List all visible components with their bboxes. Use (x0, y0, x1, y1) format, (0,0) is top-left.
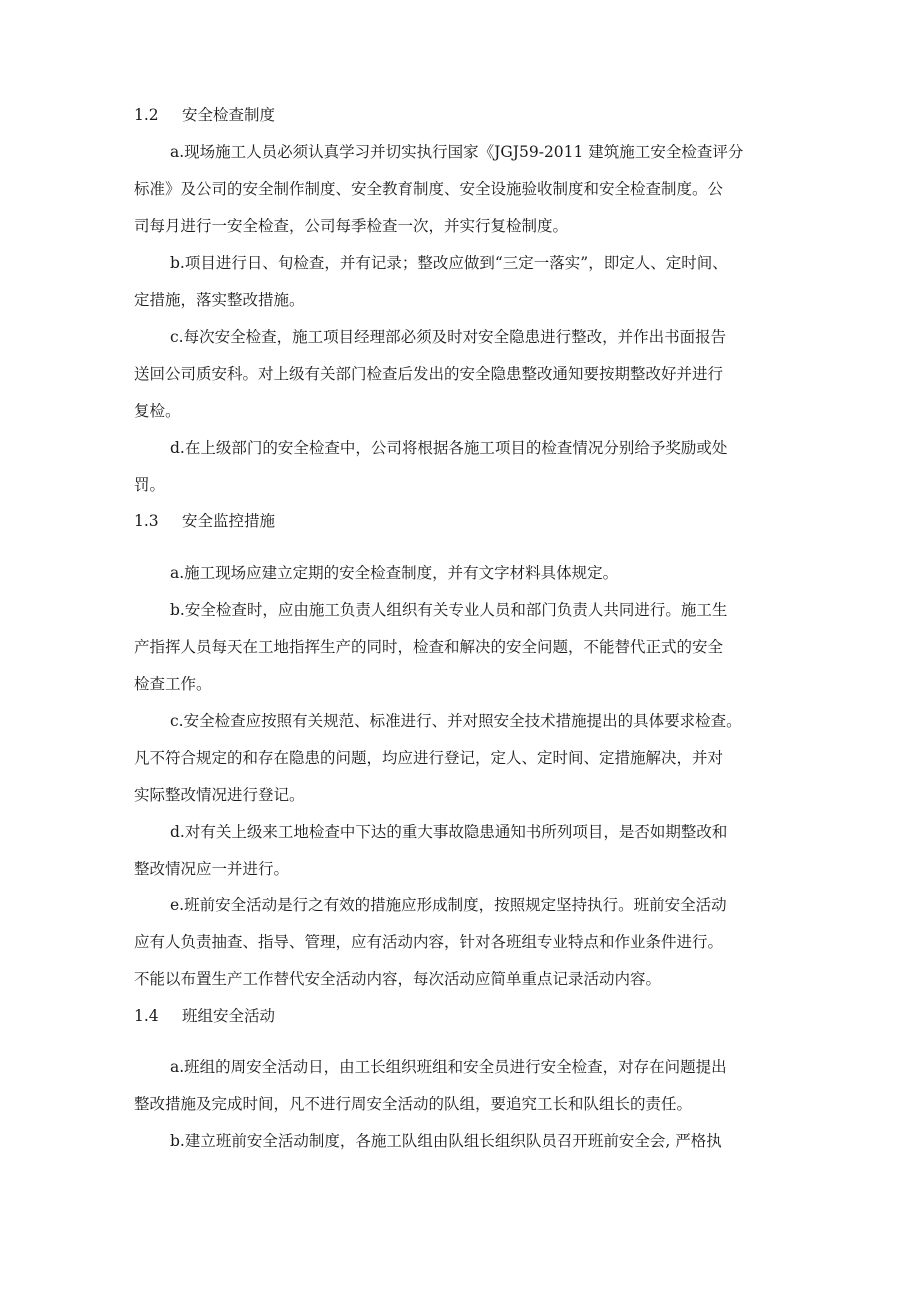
section-title: 班组安全活动 (182, 1007, 276, 1025)
paragraph-line: 整改情况应一并进行。 (134, 860, 290, 878)
paragraph-line: c.每次安全检查，施工项目经理部必须及时对安全隐患进行整改，并作出书面报告 (170, 328, 727, 346)
paragraph-line: 应有人负责抽查、指导、管理，应有活动内容，针对各班组专业特点和作业条件进行。 (134, 933, 724, 951)
section-number: 1.2 (134, 106, 159, 124)
paragraph-line: e.班前安全活动是行之有效的措施应形成制度，按照规定坚持执行。班前安全活动 (170, 896, 727, 914)
paragraph-line: b.安全检查时，应由施工负责人组织有关专业人员和部门负责人共同进行。施工生 (170, 601, 728, 619)
paragraph-line: a.班组的周安全活动日，由工长组织班组和安全员进行安全检查，对存在问题提出 (170, 1058, 727, 1076)
paragraph-line: 标准》及公司的安全制作制度、安全教育制度、安全设施验收制度和安全检查制度。公 (134, 180, 724, 198)
paragraph-line: b.项目进行日、旬检查，并有记录；整改应做到“三定一落实”，即定人、定时间、 (170, 254, 728, 272)
paragraph-line: 送回公司质安科。对上级有关部门检查后发出的安全隐患整改通知要按期整改好并进行 (134, 365, 724, 383)
paragraph-line: b.建立班前安全活动制度，各施工队组由队组长组织队员召开班前安全会, 严格执 (170, 1132, 722, 1150)
section-heading-1-4 (134, 1005, 275, 1027)
paragraph-line: 司每月进行一安全检查，公司每季检查一次，并实行复检制度。 (134, 217, 569, 235)
paragraph-line: 产指挥人员每天在工地指挥生产的同时，检查和解决的安全问题，不能替代正式的安全 (134, 638, 724, 656)
section-number: 1.4 (134, 1007, 159, 1025)
paragraph-line: a.现场施工人员必须认真学习并切实执行国家《JGJ59-2011 建筑施工安全检查评分 (170, 143, 744, 161)
paragraph-line: 定措施，落实整改措施。 (134, 291, 305, 309)
section-title: 安全监控措施 (182, 512, 276, 530)
section-heading-1-2 (134, 104, 275, 126)
section-heading-1-3 (134, 510, 275, 532)
paragraph-line: 整改措施及完成时间，凡不进行周安全活动的队组，要追究工长和队组长的责任。 (134, 1095, 693, 1113)
section-number: 1.3 (134, 512, 159, 530)
paragraph-line: 凡不符合规定的和存在隐患的问题，均应进行登记，定人、定时间、定措施解决，并对 (134, 749, 724, 767)
paragraph-line: d.在上级部门的安全检查中，公司将根据各施工项目的检查情况分别给予奖励或处 (170, 439, 728, 457)
paragraph-line: a.施工现场应建立定期的安全检查制度，并有文字材料具体规定。 (170, 564, 619, 582)
paragraph-line: 检查工作。 (134, 675, 212, 693)
paragraph-line: 不能以布置生产工作替代安全活动内容，每次活动应简单重点记录活动内容。 (134, 970, 662, 988)
paragraph-line: 罚。 (134, 476, 166, 494)
paragraph-line: 复检。 (134, 402, 181, 420)
section-title: 安全检查制度 (182, 106, 276, 124)
paragraph-line: c.安全检查应按照有关规范、标准进行、并对照安全技术措施提出的具体要求检查。 (170, 712, 742, 730)
paragraph-line: d.对有关上级来工地检查中下达的重大事故隐患通知书所列项目，是否如期整改和 (170, 823, 728, 841)
paragraph-line: 实际整改情况进行登记。 (134, 786, 305, 804)
